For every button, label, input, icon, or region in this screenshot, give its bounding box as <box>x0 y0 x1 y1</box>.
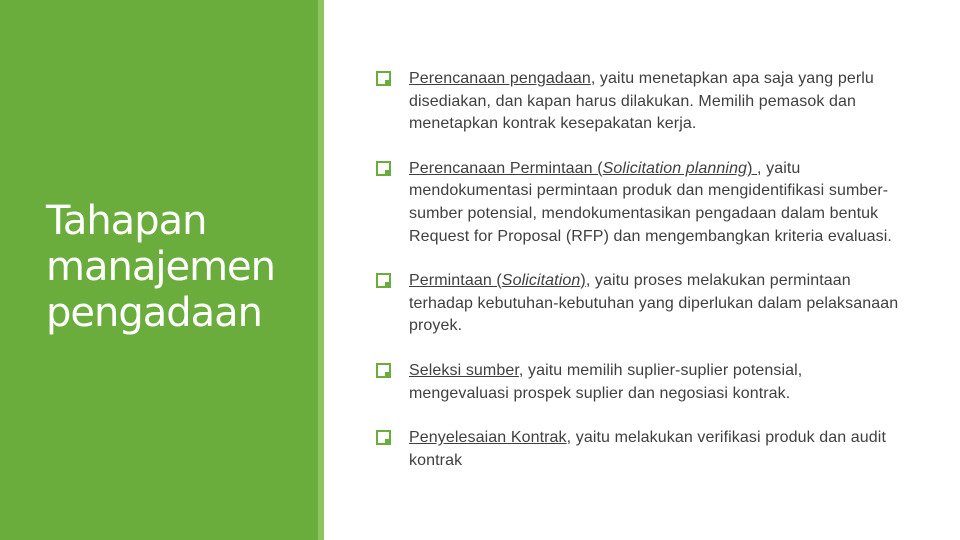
checkbox-square-icon <box>376 273 391 288</box>
bullet-term <box>409 160 757 177</box>
bullet-term-suffix: ) <box>580 272 586 290</box>
checkbox-square-icon <box>376 363 391 378</box>
bullet-text: , yaitu memilih suplier-suplier potensial, mengevaluasi prospek suplier dan negosiasi kontrak. <box>409 361 803 402</box>
bullet-text: , yaitu melakukan verifikasi produk dan audit kontrak <box>409 429 886 469</box>
bullet-item-seleksi-sumber <box>376 360 906 405</box>
bullet-term: Penyelesaian Kontrak <box>409 429 567 447</box>
bullet-term-prefix: Permintaan ( <box>409 272 502 290</box>
bullet-term: Perencanaan pengadaan <box>409 70 591 87</box>
bullet-term: Seleksi sumber <box>409 361 519 379</box>
panel-accent-stripe <box>318 0 324 540</box>
bullet-term-suffix: ) <box>747 159 758 177</box>
bullet-item-penyelesaian-kontrak <box>376 427 906 472</box>
bullet-item-perencanaan-pengadaan <box>376 68 906 136</box>
checkbox-square-icon <box>376 430 391 445</box>
bullet-item-perencanaan-permintaan <box>376 158 906 248</box>
bullet-text: , yaitu mendokumentasi permintaan produk dan mengidentifikasi sumber-sumber potensial, mendokumentasikan pengadaan dalam bentuk Request for Proposal (RFP) dan mengembangkan kriteria evaluasi. <box>409 159 892 245</box>
bullet-item-permintaan <box>376 270 906 338</box>
bullet-list <box>376 68 906 472</box>
bullet-term-prefix: Perencanaan Permintaan ( <box>409 159 603 177</box>
bullet-text: , yaitu proses melakukan permintaan terhadap kebutuhan-kebutuhan yang diperlukan dalam pelaksanaan proyek. <box>409 272 899 335</box>
bullet-term <box>409 272 586 289</box>
checkbox-square-icon <box>376 71 391 86</box>
bullet-term-italic: Solicitation planning <box>602 159 748 177</box>
bullet-text: , yaitu menetapkan apa saja yang perlu disediakan, dan kapan harus dilakukan. Memilih pemasok dan menetapkan kontrak kesepakatan kerja. <box>409 70 874 133</box>
slide-title: Tahapan manajemen pengadaan <box>46 198 275 336</box>
bullet-term-italic: Solicitation <box>501 272 581 290</box>
checkbox-square-icon <box>376 161 391 176</box>
